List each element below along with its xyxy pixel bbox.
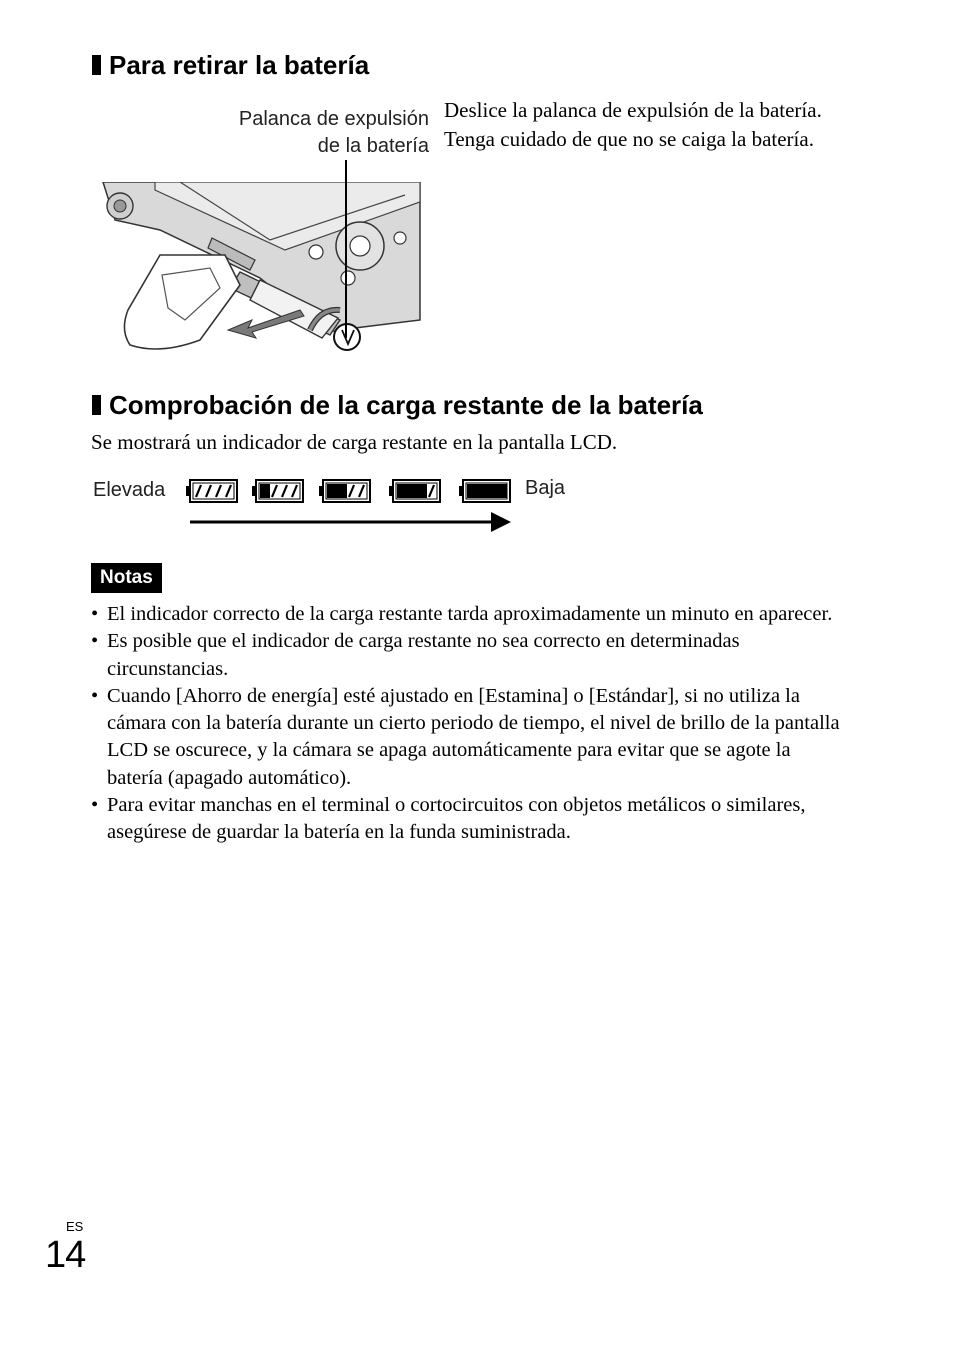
section-heading-remove-battery bbox=[92, 50, 369, 80]
heading-marker bbox=[92, 55, 101, 75]
heading-text: Para retirar la batería bbox=[109, 50, 370, 80]
label-low: Baja bbox=[525, 477, 566, 499]
page-language: ES bbox=[66, 1219, 84, 1234]
battery-icon-full bbox=[185, 478, 239, 504]
battery-icons-row bbox=[185, 478, 515, 504]
heading-text: Comprobación de la carga restante de la batería bbox=[109, 390, 703, 420]
battery-icon-quarter bbox=[388, 478, 442, 504]
note-text: Es posible que el indicador de carga restante no sea correcto en determinadas circunstancias. bbox=[107, 630, 740, 680]
remove-battery-instructions: Deslice la palanca de expulsión de la batería. Tenga cuidado de que no se caiga la batería. bbox=[444, 98, 822, 151]
battery-door bbox=[124, 255, 240, 349]
battery-icon-half bbox=[318, 478, 372, 504]
bullet: • bbox=[91, 603, 99, 625]
battery-charge-description: Se mostrará un indicador de carga restante en la pantalla LCD. bbox=[91, 430, 618, 454]
note-item bbox=[91, 601, 849, 628]
notes-badge: Notas bbox=[91, 563, 162, 593]
note-text: El indicador correcto de la carga restante tarda aproximadamente un minuto en aparecer. bbox=[107, 603, 833, 625]
removal-arrow bbox=[228, 310, 304, 338]
charge-direction-arrow bbox=[188, 510, 514, 534]
label-high: Elevada bbox=[93, 479, 166, 501]
note-item bbox=[91, 792, 849, 847]
callout-line-2: de la batería bbox=[317, 135, 429, 157]
note-text: Para evitar manchas en el terminal o cortocircuitos con objetos metálicos o similares, asegúrese de guardar la batería en la funda suministrada. bbox=[107, 794, 806, 844]
bullet: • bbox=[91, 684, 99, 707]
note-text: Cuando [Ahorro de energía] esté ajustado en [Estamina] o [Estándar], si no utiliza la cámara con la batería durante un cierto periodo de tiempo, el nivel de brillo de la pantalla LCD se oscurece, y la cámara se apaga automáticamente para evitar que se agote la batería (apagado automático). bbox=[107, 684, 840, 789]
section-heading-battery-charge bbox=[92, 390, 703, 420]
battery-icon-three-quarter bbox=[251, 478, 305, 504]
callout-line-1: Palanca de expulsión bbox=[238, 108, 429, 130]
bullet: • bbox=[91, 630, 99, 653]
ejection-lever-callout bbox=[239, 106, 429, 160]
notes-list bbox=[91, 601, 849, 847]
battery-icon-empty bbox=[458, 478, 512, 504]
heading-marker bbox=[92, 395, 101, 415]
note-item bbox=[91, 628, 849, 683]
page-number: 14 bbox=[45, 1234, 86, 1276]
bullet: • bbox=[91, 794, 99, 817]
callout-leader-line bbox=[340, 160, 352, 350]
camera-battery-illustration bbox=[100, 160, 425, 360]
note-item bbox=[91, 683, 849, 792]
